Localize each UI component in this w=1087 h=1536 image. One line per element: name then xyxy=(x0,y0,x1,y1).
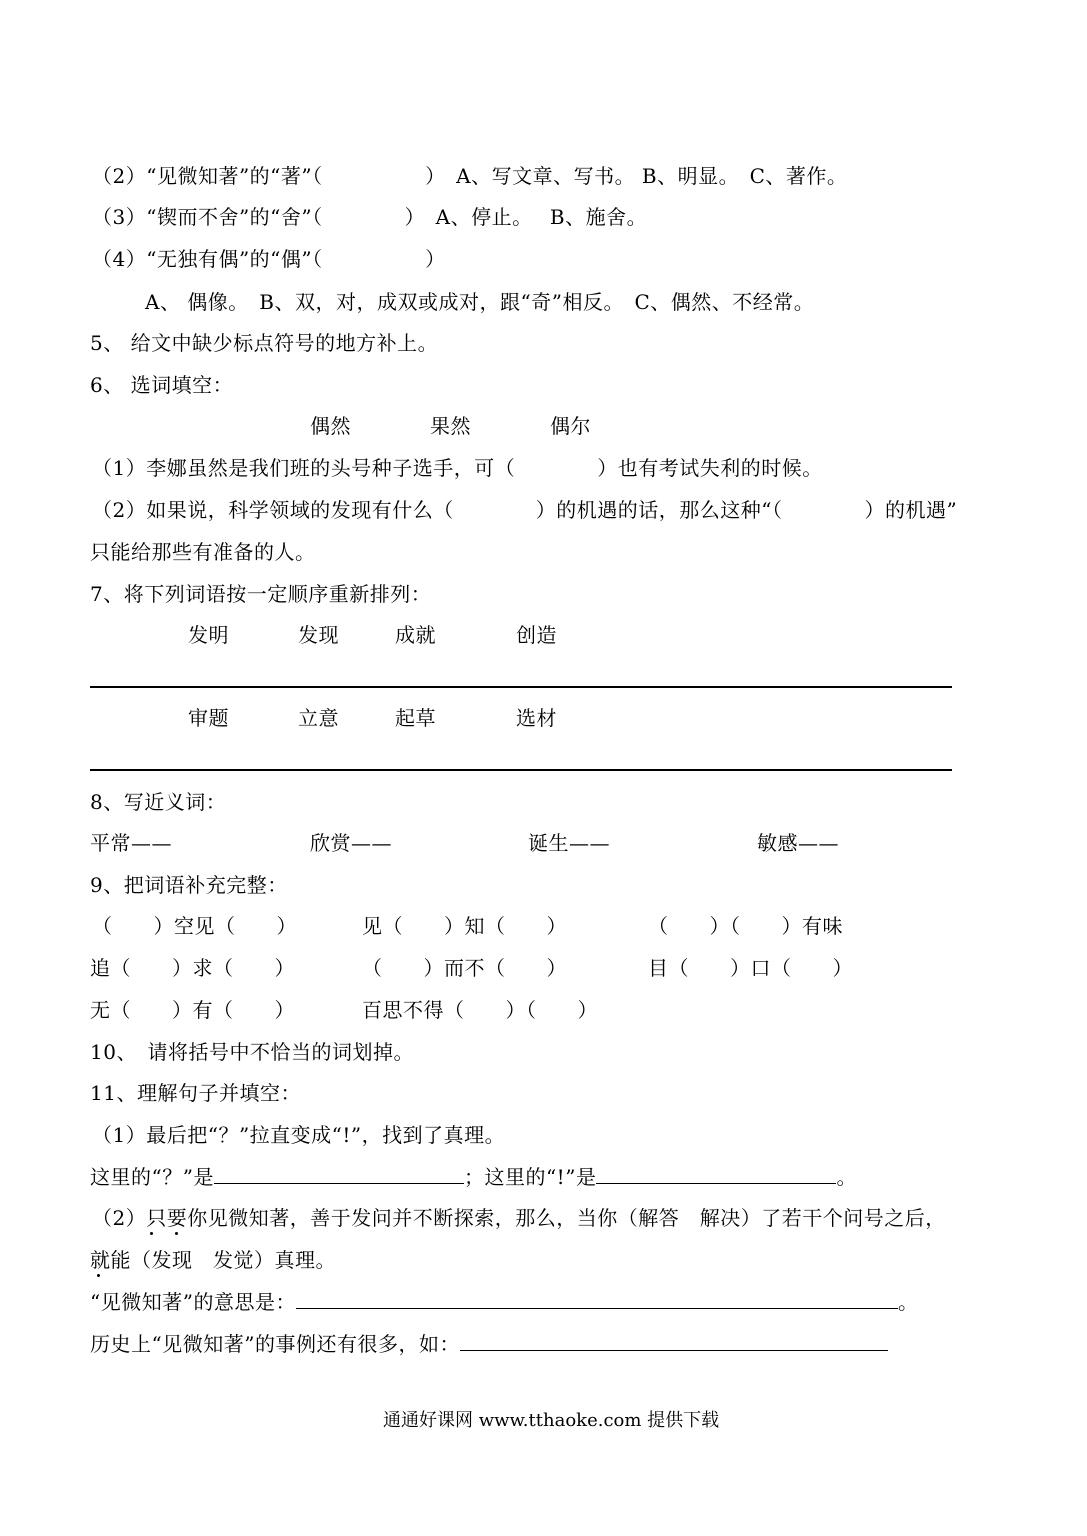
q11-sentence-1: （1）最后把“？”拉直变成“!”，找到了真理。 xyxy=(92,1123,506,1147)
emphasis-dot xyxy=(150,1232,153,1235)
q8-title: 8、写近义词： xyxy=(90,790,227,814)
q6-sentence-2-line-1: （2）如果说，科学领域的发现有什么（ ）的机遇的话，那么这种“（ ）的机遇” xyxy=(92,498,958,522)
q10-instruction: 10、 请将括号中不恰当的词划掉。 xyxy=(90,1040,414,1064)
q9-row3-item-1: 无（ ）有（ ） xyxy=(90,998,295,1022)
q11-meaning-label: “见微知著”的意思是： xyxy=(90,1290,296,1314)
q11-sentence-2-line-1: （2）只要你见微知著，善于发问并不断探索，那么，当你（解答 解决）了若干个问号之后， xyxy=(92,1206,946,1230)
q9-row1-item-2: 见（ ）知（ ） xyxy=(362,914,567,938)
q11-fill-label-b: ；这里的“!”是 xyxy=(463,1165,597,1189)
q6-word-2: 果然 xyxy=(430,414,471,438)
q7-group1-word-2: 发现 xyxy=(298,623,339,647)
q4-item-4: （4）“无独有偶”的“偶”（ ） xyxy=(92,247,446,271)
q5-instruction: 5、 给文中缺少标点符号的地方补上。 xyxy=(90,331,439,355)
q8-item-4: 敏感—— xyxy=(757,831,839,855)
q11-sentence-2-line-2: 就能（发现 发觉）真理。 xyxy=(90,1248,336,1272)
q4-item-2: （2）“见微知著”的“著”（ ） A、写文章、写书。 B、明显。 C、著作。 xyxy=(92,164,848,188)
q7-group1-word-4: 创造 xyxy=(516,623,557,647)
q6-sentence-1: （1）李娜虽然是我们班的头号种子选手，可（ ）也有考试失利的时候。 xyxy=(92,456,823,480)
q11-examples-blank[interactable] xyxy=(460,1332,888,1351)
footer-source: 通通好课网 www.tthaoke.com 提供下载 xyxy=(383,1410,720,1431)
q4-item-4-options: A、 偶像。 B、双，对，成双或成对，跟“奇”相反。 C、偶然、不经常。 xyxy=(145,290,815,314)
q7-group2-word-4: 选材 xyxy=(516,706,557,730)
q7-group2-word-3: 起草 xyxy=(395,706,436,730)
q7-title: 7、将下列词语按一定顺序重新排列： xyxy=(90,582,432,606)
q11-meaning-blank[interactable] xyxy=(296,1290,898,1309)
q11-title: 11、理解句子并填空： xyxy=(90,1081,301,1105)
q9-row2-item-3: 目（ ）口（ ） xyxy=(648,956,853,980)
q8-item-2: 欣赏—— xyxy=(310,831,392,855)
q9-row2-item-1: 追（ ）求（ ） xyxy=(90,956,295,980)
q11-meaning-line xyxy=(90,1290,918,1314)
q6-word-1: 偶然 xyxy=(310,414,351,438)
emphasis-dot xyxy=(97,1274,100,1277)
q11-examples-label: 历史上“见微知著”的事例还有很多，如： xyxy=(90,1332,460,1356)
q7-group2-word-1: 审题 xyxy=(188,706,229,730)
q11-blank-exclamation-mark[interactable] xyxy=(596,1165,836,1184)
q7-answer-line-1 xyxy=(90,686,952,688)
q7-group2-word-2: 立意 xyxy=(298,706,339,730)
q11-fill-end: 。 xyxy=(836,1165,857,1189)
q9-row1-item-3: （ ）（ ）有味 xyxy=(648,914,843,938)
q9-row1-item-1: （ ）空见（ ） xyxy=(92,914,297,938)
q11-meaning-end: 。 xyxy=(897,1290,919,1314)
q9-title: 9、把词语补充完整： xyxy=(90,873,288,897)
q9-row2-item-2: （ ）而不（ ） xyxy=(362,956,567,980)
q9-row3-item-2: 百思不得（ ）（ ） xyxy=(362,998,598,1022)
q7-group1-word-3: 成就 xyxy=(395,623,436,647)
q8-item-1: 平常—— xyxy=(90,831,172,855)
q11-blank-question-mark[interactable] xyxy=(214,1165,464,1184)
q11-examples-line xyxy=(90,1332,888,1356)
q7-group1-word-1: 发明 xyxy=(188,623,229,647)
q8-item-3: 诞生—— xyxy=(528,831,610,855)
q11-fill-line xyxy=(90,1165,857,1189)
q7-answer-line-2 xyxy=(90,769,952,771)
q6-sentence-2-line-2: 只能给那些有准备的人。 xyxy=(90,540,316,564)
q4-item-3: （3）“锲而不舍”的“舍”（ ） A、停止。 B、施舍。 xyxy=(92,205,648,229)
q6-title: 6、 选词填空： xyxy=(90,373,234,397)
emphasis-dot xyxy=(175,1232,178,1235)
q6-word-3: 偶尔 xyxy=(550,414,591,438)
q11-fill-label-a: 这里的“？”是 xyxy=(90,1165,214,1189)
